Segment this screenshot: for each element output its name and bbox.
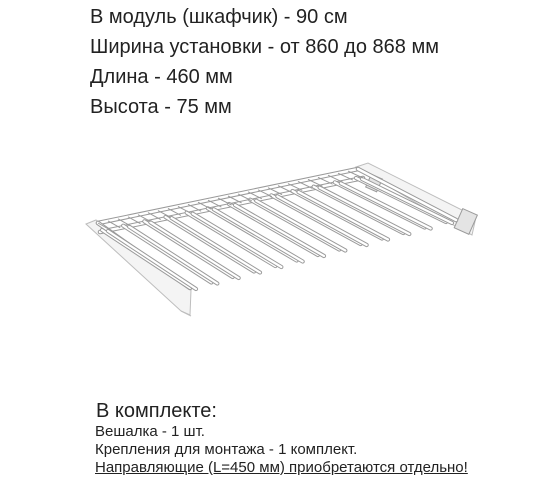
brace-wire [238,194,252,201]
trouser-rack-image [78,160,483,320]
brace-wire [258,190,272,197]
brace-wire [298,181,312,188]
brace-wire [128,217,140,224]
brace-wire [278,186,292,193]
brace-wire [318,177,333,184]
brace-wire [168,208,181,215]
brace-wire [218,198,232,205]
kit-item: Крепления для монтажа - 1 комплект. [95,441,358,458]
brace-wire [268,188,282,195]
brace-wire [208,200,221,207]
brace-wire [198,202,211,209]
kit-note: Направляющие (L=450 мм) приобретаются отдельно! [95,459,468,476]
spec-module: В модуль (шкафчик) - 90 см [90,6,348,28]
specifications [90,2,439,122]
brace-wire [178,206,191,213]
brace-wire [338,173,353,180]
spec-length: Длина - 460 мм [90,66,233,88]
brace-wire [228,196,242,203]
brace-wire [148,213,161,220]
kit-item: Вешалка - 1 шт. [95,423,205,440]
spec-height: Высота - 75 мм [90,96,232,118]
spec-width: Ширина установки - от 860 до 868 мм [90,36,439,58]
kit-contents [95,399,535,477]
brace-wire [188,204,201,211]
brace-wire [288,184,302,191]
kit-title: В комплекте: [96,400,217,422]
